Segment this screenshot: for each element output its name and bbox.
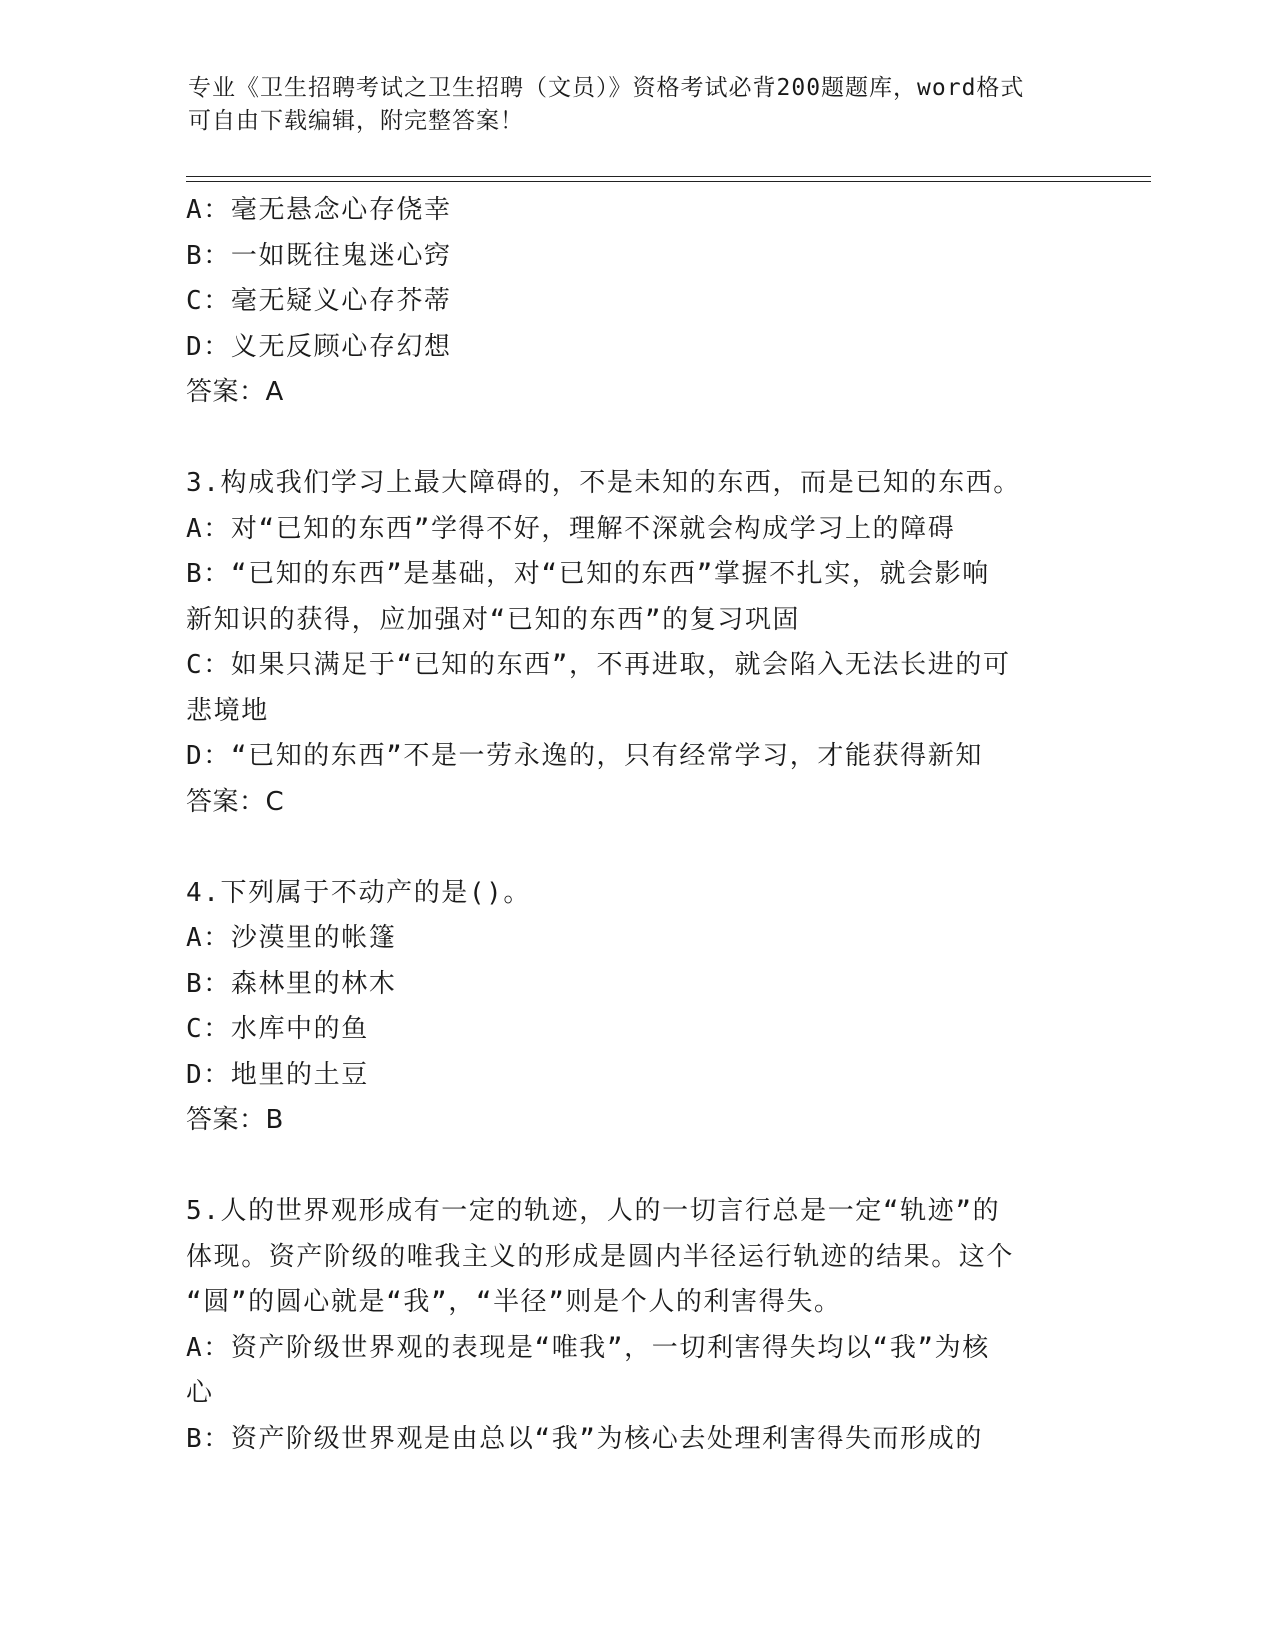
option-a: A：资产阶级世界观的表现是“唯我”，一切利害得失均以“我”为核 xyxy=(186,1332,990,1363)
header-rule-bottom xyxy=(186,181,1151,182)
option-d: D：“已知的东西”不是一劳永逸的，只有经常学习，才能获得新知 xyxy=(186,741,983,771)
option-b: B：“已知的东西”是基础，对“已知的东西”掌握不扎实，就会影响 xyxy=(186,559,990,589)
question-stem: 5.人的世界观形成有一定的轨迹，人的一切言行总是一定“轨迹”的 xyxy=(186,1196,1001,1226)
option-c: C：水库中的鱼 xyxy=(186,1014,369,1044)
option-b: B：资产阶级世界观是由总以“我”为核心去处理利害得失而形成的 xyxy=(186,1423,983,1454)
question-2 xyxy=(186,188,1086,416)
question-5 xyxy=(186,1189,1086,1462)
option-d: D：地里的土豆 xyxy=(186,1059,369,1090)
header-line-2: 可自由下载编辑，附完整答案！ xyxy=(188,108,524,134)
document-header xyxy=(188,72,1088,138)
question-4 xyxy=(186,871,1086,1144)
option-c: C：毫无疑义心存芥蒂 xyxy=(186,286,452,316)
option-a: A：对“已知的东西”学得不好，理解不深就会构成学习上的障碍 xyxy=(186,513,956,544)
question-3 xyxy=(186,461,1086,825)
option-a-continued: 心 xyxy=(186,1378,214,1408)
option-b-continued: 新知识的获得，应加强对“已知的东西”的复习巩固 xyxy=(186,604,801,635)
answer: 答案：B xyxy=(186,1105,284,1135)
answer: 答案：A xyxy=(186,377,284,407)
question-stem: 3.构成我们学习上最大障碍的，不是未知的东西，而是已知的东西。 xyxy=(186,468,1021,498)
answer: 答案：C xyxy=(186,786,285,817)
question-stem-continued: “圆”的圆心就是“我”，“半径”则是个人的利害得失。 xyxy=(186,1287,842,1317)
option-b: B：森林里的林木 xyxy=(186,968,397,999)
question-stem: 4.下列属于不动产的是()。 xyxy=(186,877,532,908)
option-a: A：沙漠里的帐篷 xyxy=(186,923,397,953)
spacer xyxy=(186,825,1086,871)
option-c: C：如果只满足于“已知的东西”，不再进取，就会陷入无法长进的可 xyxy=(186,650,1011,680)
spacer xyxy=(186,416,1086,462)
option-d: D：义无反顾心存幻想 xyxy=(186,331,452,362)
question-stem-continued: 体现。资产阶级的唯我主义的形成是圆内半径运行轨迹的结果。这个 xyxy=(186,1241,1015,1272)
spacer xyxy=(186,1144,1086,1190)
header-line-1: 专业《卫生招聘考试之卫生招聘（文员）》资格考试必背200题题库，word格式 xyxy=(188,75,1025,101)
question-list xyxy=(186,188,1086,1462)
option-b: B：一如既往鬼迷心窍 xyxy=(186,240,452,271)
header-rule-top xyxy=(186,176,1151,177)
option-c-continued: 悲境地 xyxy=(186,695,269,726)
option-a: A：毫无悬念心存侥幸 xyxy=(186,195,452,225)
